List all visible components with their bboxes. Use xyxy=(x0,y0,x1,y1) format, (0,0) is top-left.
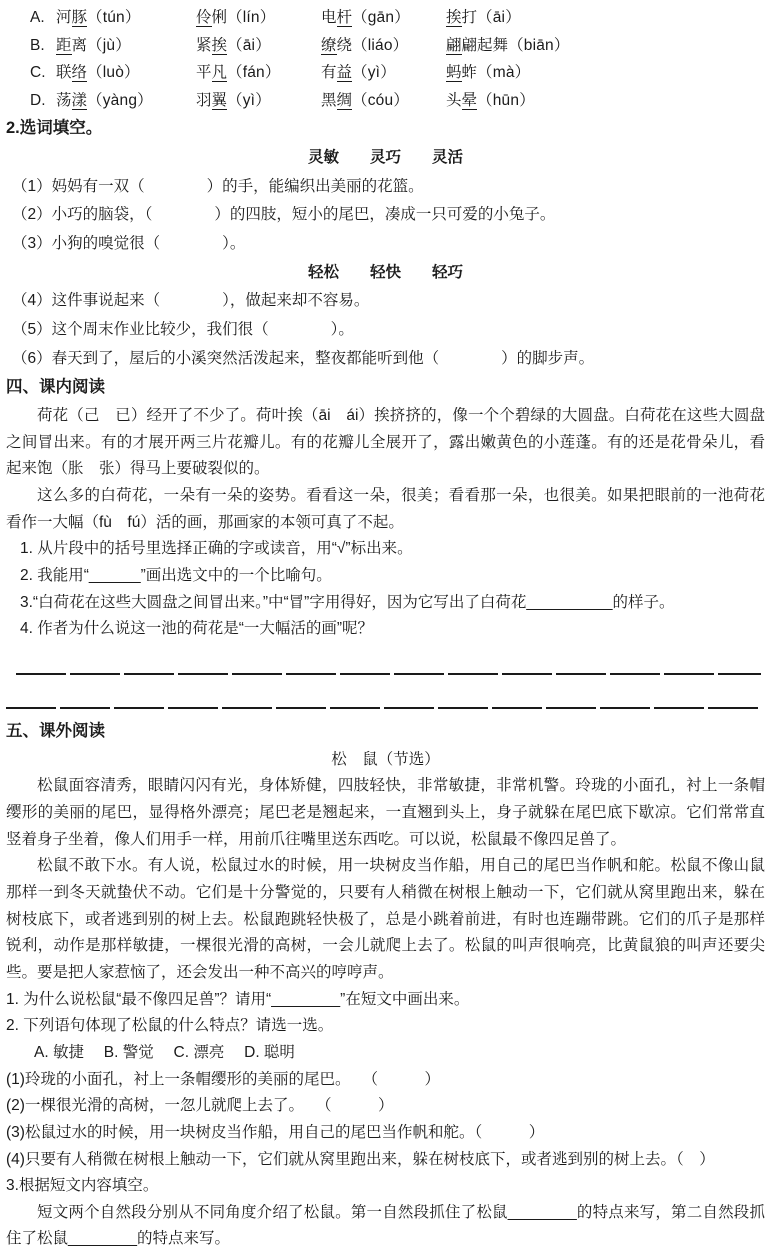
lotus-paragraph-1: 荷花（己 已）经开了不少了。荷叶挨（āi ái）挨挤挤的，像一个个碧绿的大圆盘。白荷花在这些大圆盘之间冒出来。有的才展开两三片花瓣儿。有的花瓣儿全展开了，露出嫩黄色的小莲蓬。有的还是花骨朵儿，看起来饱（胀 张）得马上要破裂似的。 xyxy=(6,407,765,478)
word-with-pinyin: 蚂蚱（mà） xyxy=(446,64,531,82)
fill-item-4: （4）这件事说起来（ ），做起来却不容易。 xyxy=(12,292,370,310)
underlined-char: 晕 xyxy=(461,91,478,109)
extra-question-2-options: A. 敏捷 B. 警觉 C. 漂亮 D. 聪明 xyxy=(34,1043,295,1061)
extra-question-1: 1. 为什么说松鼠“最不像四足兽”？请用“________”在短文中画出来。 xyxy=(6,990,470,1008)
word-with-pinyin: 头晕（hūn） xyxy=(446,91,535,109)
in-class-question-1: 1. 从片段中的括号里选择正确的字或读音，用“√”标出来。 xyxy=(20,540,413,558)
word-with-pinyin: 距离（jù） xyxy=(56,36,131,54)
word-with-pinyin: 黑绸（cóu） xyxy=(321,91,410,109)
fill-item-5: （5）这个周末作业比较少，我们很（ ）。 xyxy=(12,321,354,339)
pinyin-text: （mà） xyxy=(477,64,531,82)
option-letter: A. xyxy=(30,9,45,26)
reading-extra-heading: 五、课外阅读 xyxy=(6,721,105,740)
pinyin-text: （āi） xyxy=(227,36,271,54)
underlined-char: 杆 xyxy=(336,9,353,26)
word-with-pinyin: 缭绕（liáo） xyxy=(321,36,409,54)
fill-item-3: （3）小狗的嗅觉很（ ）。 xyxy=(12,235,246,253)
pinyin-text: （lín） xyxy=(227,9,276,26)
underlined-char: 翼 xyxy=(211,91,228,109)
pinyin-option-row xyxy=(30,87,765,115)
pinyin-text: （biān） xyxy=(508,36,570,54)
underlined-char: 络 xyxy=(71,64,88,82)
underlined-char: 凡 xyxy=(211,64,228,82)
word-fill-section xyxy=(6,114,765,373)
pinyin-text: （yì） xyxy=(352,64,396,82)
squirrel-title: 松 鼠（节选） xyxy=(331,750,440,768)
squirrel-paragraph-1: 松鼠面容清秀，眼睛闪闪有光，身体矫健，四肢轻快，非常敏捷，非常机警。玲珑的小面孔，衬上一条帽缨形的美丽的尾巴，显得格外漂亮；尾巴老是翘起来，一直翘到头上，身子就躲在尾巴底下歇凉。它们常常直竖着身子坐着，像人们用手一样，用前爪往嘴里送东西吃。可以说，松鼠最不像四足兽了。 xyxy=(6,777,765,848)
pinyin-text: （āi） xyxy=(477,9,521,26)
underlined-char: 距 xyxy=(56,36,72,54)
underlined-char: 豚 xyxy=(71,9,88,26)
extra-q2-item-3: (3)松鼠过水的时候，用一块树皮当作船，用自己的尾巴当作帆和舵。（ ） xyxy=(6,1123,545,1141)
answer-line xyxy=(16,673,761,675)
word-with-pinyin: 羽翼（yì） xyxy=(196,91,271,109)
reading-in-class-section xyxy=(6,373,765,709)
pinyin-option-row xyxy=(30,4,765,32)
word-with-pinyin: 电杆（gān） xyxy=(321,9,410,26)
pinyin-text: （hūn） xyxy=(477,91,535,109)
word-with-pinyin: 联络（luò） xyxy=(56,64,140,82)
word-with-pinyin: 伶俐（lín） xyxy=(196,9,276,26)
extra-question-3: 3.根据短文内容填空。 xyxy=(6,1177,159,1195)
underlined-char: 翩 xyxy=(446,36,462,54)
word-with-pinyin: 荡漾（yàng） xyxy=(56,91,153,109)
word-bank-2: 轻松 轻快 轻巧 xyxy=(307,263,463,281)
pinyin-text: （gān） xyxy=(352,9,410,26)
pinyin-text: （jù） xyxy=(87,36,131,54)
reading-extra-section xyxy=(6,717,765,1253)
underlined-char: 蚂 xyxy=(446,64,462,82)
word-fill-heading: 2.选词填空。 xyxy=(6,119,103,138)
pinyin-text: （yì） xyxy=(227,91,271,109)
answer-line xyxy=(6,707,761,709)
extra-question-2: 2. 下列语句体现了松鼠的什么特点？请选一选。 xyxy=(6,1017,334,1035)
pinyin-text: （fán） xyxy=(227,64,281,82)
underlined-char: 漾 xyxy=(71,91,88,109)
squirrel-paragraph-2: 松鼠不敢下水。有人说，松鼠过水的时候，用一块树皮当作船，用自己的尾巴当作帆和舵。松鼠不像山鼠那样一到冬天就蛰伏不动。它们是十分警觉的，只要有人稍微在树根上触动一下，它们就从窝里跑出来，躲在树枝底下，或者逃到别的树上去。松鼠跑跳轻快极了，总是小跳着前进，有时也连蹦带跳。它们的爪子是那样锐利，动作是那样敏捷，一棵很光滑的高树，一会儿就爬上去了。松鼠的叫声很响亮，比黄鼠狼的叫声还要尖些。要是把人家惹恼了，还会发出一种不高兴的哼哼声。 xyxy=(6,857,765,981)
lotus-paragraph-2: 这么多的白荷花，一朵有一朵的姿势。看看这一朵，很美；看看那一朵，也很美。如果把眼前的一池荷花看作一大幅（fù fú）活的画，那画家的本领可真了不起。 xyxy=(6,487,765,531)
pinyin-text: （luò） xyxy=(87,64,140,82)
in-class-question-4: 4. 作者为什么说这一池的荷花是“一大幅活的画”呢？ xyxy=(20,620,374,638)
word-with-pinyin: 挨打（āi） xyxy=(446,9,521,26)
extra-q2-item-2: (2)一棵很光滑的高树，一忽儿就爬上去了。 （ ） xyxy=(6,1097,394,1115)
underlined-char: 绸 xyxy=(336,91,353,109)
word-with-pinyin: 有益（yì） xyxy=(321,64,396,82)
extra-question-3-text: 短文两个自然段分别从不同角度介绍了松鼠。第一自然段抓住了松鼠________的特点来写，第二自然段抓住了松鼠________的特点来写。 xyxy=(6,1203,765,1248)
fill-item-1: （1）妈妈有一双（ ）的手，能编织出美丽的花篮。 xyxy=(12,177,424,195)
word-with-pinyin: 紧挨（āi） xyxy=(196,36,271,54)
pinyin-text: （tún） xyxy=(87,9,141,26)
in-class-question-3: 3.“白荷花在这些大圆盘之间冒出来。”中“冒”字用得好，因为它写出了白荷花__________的样子。 xyxy=(20,593,675,611)
word-with-pinyin: 河豚（tún） xyxy=(56,9,141,26)
extra-q2-item-4: (4)只要有人稍微在树根上触动一下，它们就从窝里跑出来，躲在树枝底下，或者逃到别的树上去。（ ） xyxy=(6,1150,715,1168)
word-bank-1: 灵敏 灵巧 灵活 xyxy=(307,149,463,166)
pinyin-text: （yàng） xyxy=(87,91,153,109)
word-with-pinyin: 翩翩起舞（biān） xyxy=(446,36,570,54)
option-letter: B. xyxy=(30,36,45,54)
option-letter: D. xyxy=(30,91,46,109)
word-with-pinyin: 平凡（fán） xyxy=(196,64,281,82)
underlined-char: 挨 xyxy=(446,9,462,26)
underlined-char: 益 xyxy=(336,64,353,82)
fill-item-6: （6）春天到了，屋后的小溪突然活泼起来，整夜都能听到他（ ）的脚步声。 xyxy=(12,349,595,367)
underlined-char: 伶 xyxy=(196,9,212,26)
extra-q2-item-1: (1)玲珑的小面孔，衬上一条帽缨形的美丽的尾巴。 （ ） xyxy=(6,1070,441,1088)
pinyin-text: （liáo） xyxy=(352,36,409,54)
reading-in-class-heading: 四、课内阅读 xyxy=(6,378,105,397)
fill-item-2: （2）小巧的脑袋，（ ）的四肢，短小的尾巴，凑成一只可爱的小兔子。 xyxy=(12,206,556,224)
option-letter: C. xyxy=(30,64,46,82)
pinyin-option-row xyxy=(30,32,765,60)
pinyin-options-section xyxy=(6,4,765,114)
pinyin-option-row xyxy=(30,59,765,87)
underlined-char: 缭 xyxy=(321,36,337,54)
pinyin-text: （cóu） xyxy=(352,91,410,109)
in-class-question-2: 2. 我能用“______”画出选文中的一个比喻句。 xyxy=(20,567,332,584)
underlined-char: 挨 xyxy=(211,36,228,54)
